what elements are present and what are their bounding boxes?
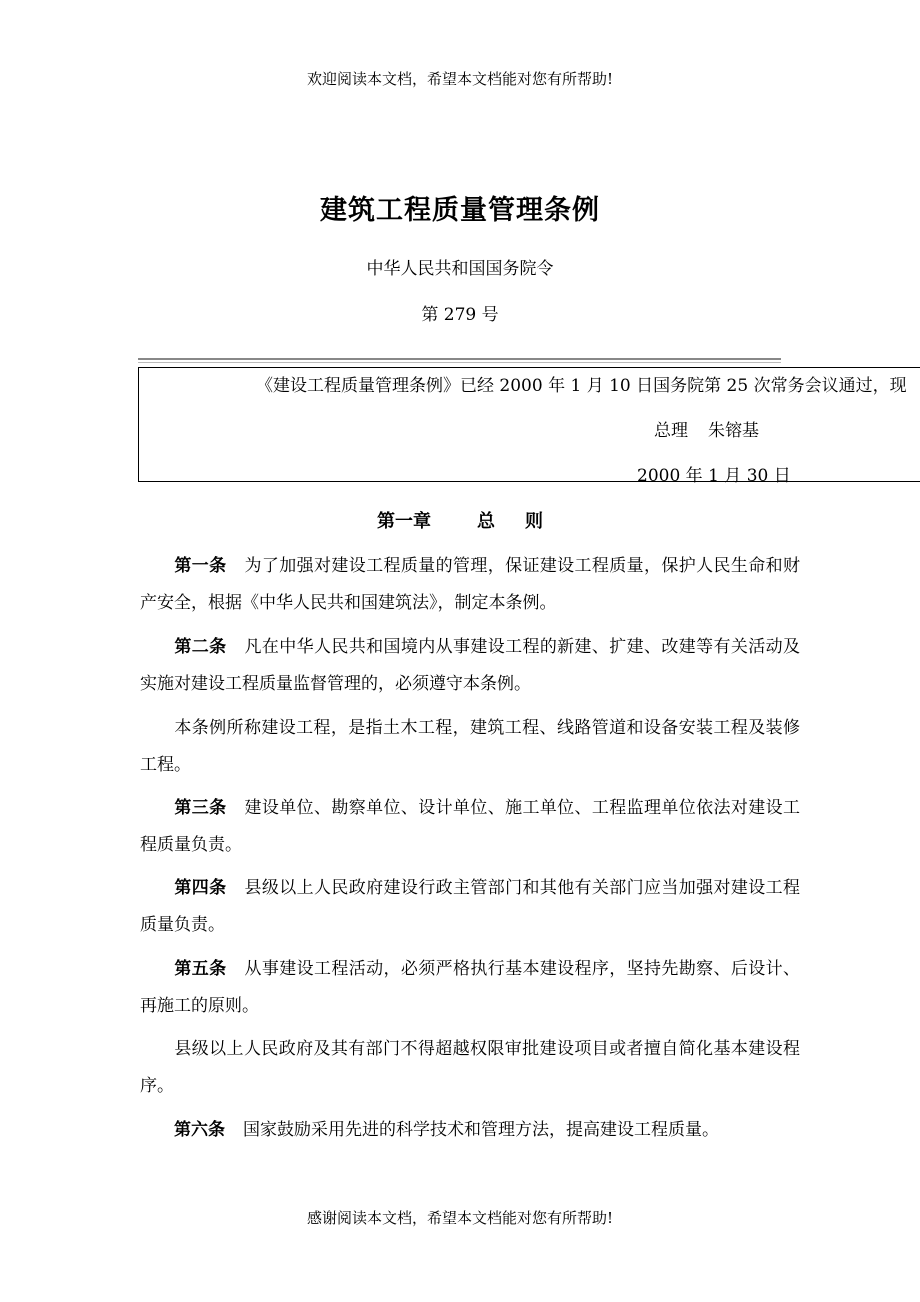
chapter-title-b: 则 bbox=[525, 511, 543, 532]
article-text: 县级以上人民政府建设行政主管部门和其他有关部门应当加强对建设工程质量负责。 bbox=[140, 878, 801, 935]
article-text: 凡在中华人民共和国境内从事建设工程的新建、扩建、改建等有关活动及实施对建设工程质量监督管理的，必须遵守本条例。 bbox=[140, 637, 801, 694]
order-number: 第 279 号 bbox=[421, 305, 499, 325]
divider-rule-top bbox=[138, 358, 781, 360]
document-title: 建筑工程质量管理条例 bbox=[320, 195, 600, 226]
chapter-title-a: 总 bbox=[477, 511, 495, 532]
paragraph-text: 本条例所称建设工程，是指土木工程，建筑工程、线路管道和设备安装工程及装修工程。 bbox=[140, 718, 800, 775]
premier-name: 朱镕基 bbox=[708, 421, 759, 441]
article-paragraph bbox=[140, 1112, 800, 1149]
article-label: 第六条 bbox=[174, 1120, 225, 1140]
page-footer-note: 感谢阅读本文档，希望本文档能对您有所帮助! bbox=[306, 1209, 614, 1227]
article-label: 第四条 bbox=[174, 878, 227, 898]
article-paragraph bbox=[140, 548, 800, 622]
article-paragraph bbox=[140, 951, 800, 1025]
chapter-heading bbox=[0, 507, 920, 533]
page-header-note: 欢迎阅读本文档，希望本文档能对您有所帮助! bbox=[306, 70, 614, 88]
divider-rule-bottom bbox=[138, 362, 781, 363]
decree-text: 《建设工程质量管理条例》已经 2000 年 1 月 10 日国务院第 25 次常务会议通过，现 bbox=[256, 376, 907, 396]
article-label: 第五条 bbox=[174, 959, 227, 979]
article-paragraph bbox=[140, 629, 800, 703]
premier-role: 总理 bbox=[654, 421, 688, 441]
article-text: 从事建设工程活动，必须严格执行基本建设程序，坚持先勘察、后设计、再施工的原则。 bbox=[140, 959, 801, 1016]
article-paragraph bbox=[140, 870, 800, 944]
paragraph-text: 县级以上人民政府及其有部门不得超越权限审批建设项目或者擅自简化基本建设程序。 bbox=[140, 1039, 800, 1096]
article-paragraph bbox=[140, 790, 800, 864]
chapter-number: 第一章 bbox=[377, 511, 431, 532]
body-paragraph bbox=[140, 710, 800, 784]
article-text: 为了加强对建设工程质量的管理，保证建设工程质量，保护人民生命和财产安全，根据《中华人民共和国建筑法》，制定本条例。 bbox=[140, 556, 801, 613]
decree-date: 2000 年 1 月 30 日 bbox=[637, 466, 791, 486]
article-label: 第一条 bbox=[174, 556, 227, 576]
body-paragraph bbox=[140, 1031, 800, 1105]
article-label: 第二条 bbox=[174, 637, 227, 657]
article-text: 国家鼓励采用先进的科学技术和管理方法，提高建设工程质量。 bbox=[243, 1120, 719, 1140]
issuer-line: 中华人民共和国国务院令 bbox=[366, 259, 554, 279]
premier-signature bbox=[654, 416, 759, 441]
article-text: 建设单位、勘察单位、设计单位、施工单位、工程监理单位依法对建设工程质量负责。 bbox=[140, 798, 801, 855]
article-label: 第三条 bbox=[174, 798, 227, 818]
